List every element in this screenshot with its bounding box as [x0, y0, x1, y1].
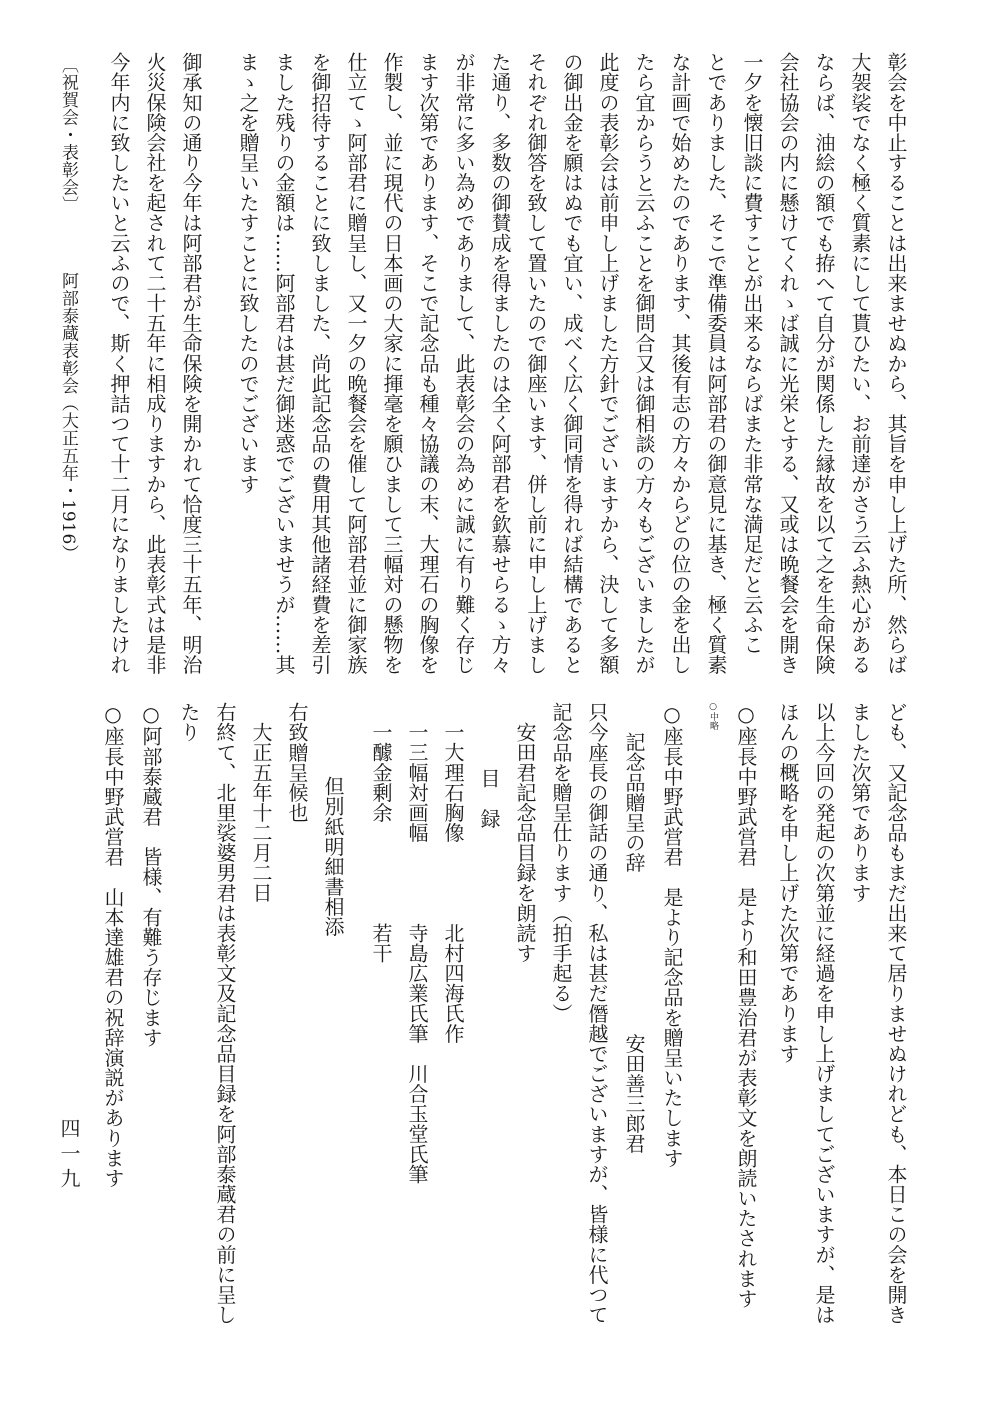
body-text-column: ならば、油絵の額でも拵へて自分が関係した縁故を以て之を生命保険: [812, 52, 836, 675]
body-text-column: の御出金を願はぬでも宜い、成べく広く御同情を得れば結構であると: [560, 52, 584, 675]
closing-line: 右致贈呈候也: [285, 702, 309, 823]
omission-note: ○中略: [708, 702, 718, 730]
body-text-column: それぞれ御答を致して置いたので御座います、併し前に申し上げまし: [524, 52, 548, 675]
body-text-column: 今年内に致したいと云ふので、斯く押詰つて十二月になりましたけれ: [107, 52, 131, 675]
body-text-column: ども、又記念品もまだ出来て居りませぬけれども、本日この会を開き: [884, 702, 908, 1325]
list-heading: 目 録: [477, 768, 501, 829]
body-text-column: 仕立てゝ阿部君に贈呈し、又一夕の晩餐会を催して阿部君並に御家族: [344, 52, 368, 675]
body-text-column: 作製し、並に現代の日本画の大家に揮毫を願ひまして三幅対の懸物を: [380, 52, 404, 675]
body-text-column: とでありました、そこで準備委員は阿部君の御意見に基き、極く質素: [704, 52, 728, 675]
running-header-title: 阿部泰蔵表彰会（大正五年・1916）: [58, 272, 78, 563]
stage-direction: 安田君記念品目録を朗読す: [513, 722, 537, 963]
body-text-column: 御承知の通り今年は阿部君が生命保険を開かれて恰度三十五年、明治: [179, 52, 203, 675]
body-text-column: 以上今回の発起の次第並に経過を申し上げましてございますが、是は: [812, 702, 836, 1325]
body-text-column: 一夕を懐旧談に費すことが出来るならばまた非常な満足だと云ふこ: [740, 52, 764, 655]
body-text-column: を御招待することに致しました、尚此記念品の費用其他諸経費を差引: [308, 52, 332, 675]
list-item: 一大理石胸像 北村四海氏作: [441, 722, 465, 1044]
speaker-line: ○座長中野武営君 山本達雄君の祝辞演説があります: [101, 702, 125, 1188]
body-text-column: た通り、多数の御賛成を得ましたのは全く阿部君を欽慕せらるゝ方々: [488, 52, 512, 675]
body-text-column: たり: [177, 702, 201, 743]
list-note: 但別紙明細書相添: [321, 776, 345, 937]
body-text-column: 此度の表彰会は前申し上げました方針でございますから、決して多額: [596, 52, 620, 675]
body-text-column: 記念品を贈呈仕ります（拍手起る）: [549, 702, 573, 1024]
body-text-column: ます次第であります、そこで記念品も種々協議の末、大理石の胸像を: [416, 52, 440, 675]
body-text-column: 只今座長の御話の通り、私は甚だ僭越でございますが、皆様に代つて: [585, 702, 609, 1325]
body-text-column: ほんの概略を申し上げた次第であります: [776, 702, 800, 1064]
list-item: 一醵金剰余 若干: [369, 722, 393, 963]
body-text-column: ました次第であります: [848, 702, 872, 903]
body-text-column: が非常に多い為めでありまして、此表彰会の為めに誠に有り難く存じ: [452, 52, 476, 675]
date-line: 大正五年十二月二日: [249, 722, 273, 903]
body-text-column: 大袈裟でなく極く質素にして貰ひたい、お前達がさう云ふ熱心がある: [848, 52, 872, 675]
list-item: 一三幅対画幅 寺島広業氏筆 川合玉堂氏筆: [405, 722, 429, 1184]
page-number: 四一九: [57, 1118, 81, 1193]
running-header-section: 〔祝賀会・表彰会〕: [58, 56, 78, 214]
body-text-column: まゝ之を贈呈いたすことに致したのでございます: [236, 52, 260, 494]
body-text-column: たら宜からうと云ふことを御問合又は御相談の方々もございましたが: [632, 52, 656, 675]
body-text-column: 彰会を中止することは出来ませぬから、其旨を申し上げた所、然らば: [884, 52, 908, 675]
body-text-column: 火災保険会社を起されて二十五年に相成りますから、此表彰式は是非: [143, 52, 167, 675]
speaker-line: ○座長中野武営君 是より記念品を贈呈いたします: [660, 702, 684, 1168]
section-heading: 記念品贈呈の辞 安田善三郎君: [622, 732, 646, 1154]
body-text-column: 会社協会の内に懸けてくれゝば誠に光栄とする、又或は晩餐会を開き: [776, 52, 800, 675]
speaker-line: ○座長中野武営君 是より和田豊治君が表彰文を朗読いたされます: [734, 702, 758, 1309]
body-text-column: な計画で始めたのであります、其後有志の方々からどの位の金を出し: [668, 52, 692, 675]
speaker-line: ○阿部泰蔵君 皆様、有難う存じます: [139, 702, 163, 1048]
body-text-column: ました残りの金額は……阿部君は甚だ御迷惑でございませうが……其: [272, 52, 296, 675]
body-text-column: 右終て、北里裟婆男君は表彰文及記念品目録を阿部泰蔵君の前に呈し: [213, 702, 237, 1325]
